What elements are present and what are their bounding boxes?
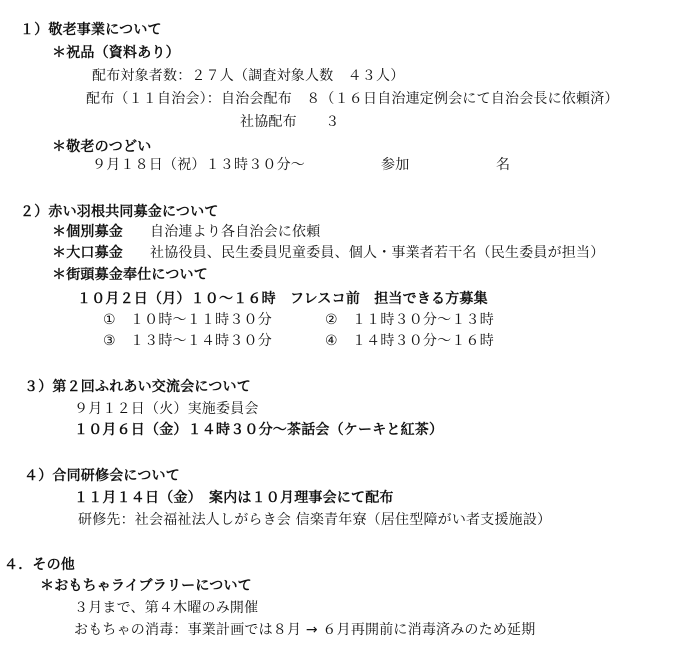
gathering-item-title: ＊敬老のつどい [52,139,152,155]
toy-disinfection-note: おもちゃの消毒：事業計画では８月 → ６月再開前に消毒済みのため延期 [74,622,536,638]
gift-council-distribution: 社協配布 ３ [240,114,340,130]
toy-library-schedule: ３月まで、第４木曜のみ開催 [74,600,259,616]
section-1-heading: １）敬老事業について [20,22,162,38]
gift-distribution-detail: 配布（１１自治会）：自治会配布 ８（１６日自治連定例会にて自治会長に依頼済） [86,91,619,107]
individual-fundraising-label: ＊個別募金 [52,224,123,240]
large-donation-text: 社協役員、民生委員児童委員、個人・事業者若干名（民生委員が担当） [150,245,605,261]
gathering-date: ９月１８日（祝）１３時３０分〜 [92,157,305,173]
training-destination: 研修先：社会福祉法人しがらき会 信楽青年寮（居住型障がい者支援施設） [78,512,552,528]
street-fundraising-title: ＊街頭募金奉仕について [52,267,208,283]
time-slot-4: ④ １４時３０分〜１６時 [325,333,494,349]
gathering-participation-unit: 名 [496,157,511,173]
committee-date: ９月１２日（火）実施委員会 [74,401,259,417]
gift-item-title: ＊祝品（資料あり） [52,45,180,61]
individual-fundraising-text: 自治連より各自治会に依頼 [150,224,321,240]
large-donation-label: ＊大口募金 [52,245,123,261]
toy-library-title: ＊おもちゃライブラリーについて [40,578,252,594]
gathering-participation-label: 参加 [381,157,410,173]
time-slot-2: ② １１時３０分〜１３時 [325,312,494,328]
gift-recipient-count: 配布対象者数：２７人（調査対象人数 ４３人） [92,68,405,84]
time-slot-1: ① １０時〜１１時３０分 [103,312,272,328]
training-date: １１月１４日（金） 案内は１０月理事会にて配布 [74,490,394,506]
section-4-heading: ４）合同研修会について [24,468,180,484]
time-slot-3: ③ １３時〜１４時３０分 [103,333,272,349]
other-section-heading: ４．その他 [4,557,75,573]
tea-party-date: １０月６日（金）１４時３０分〜茶話会（ケーキと紅茶） [74,422,444,438]
street-fundraising-schedule: １０月２日（月）１０〜１６時 フレスコ前 担当できる方募集 [77,291,488,307]
section-2-heading: ２）赤い羽根共同募金について [20,204,219,220]
section-3-heading: ３）第２回ふれあい交流会について [24,379,251,395]
